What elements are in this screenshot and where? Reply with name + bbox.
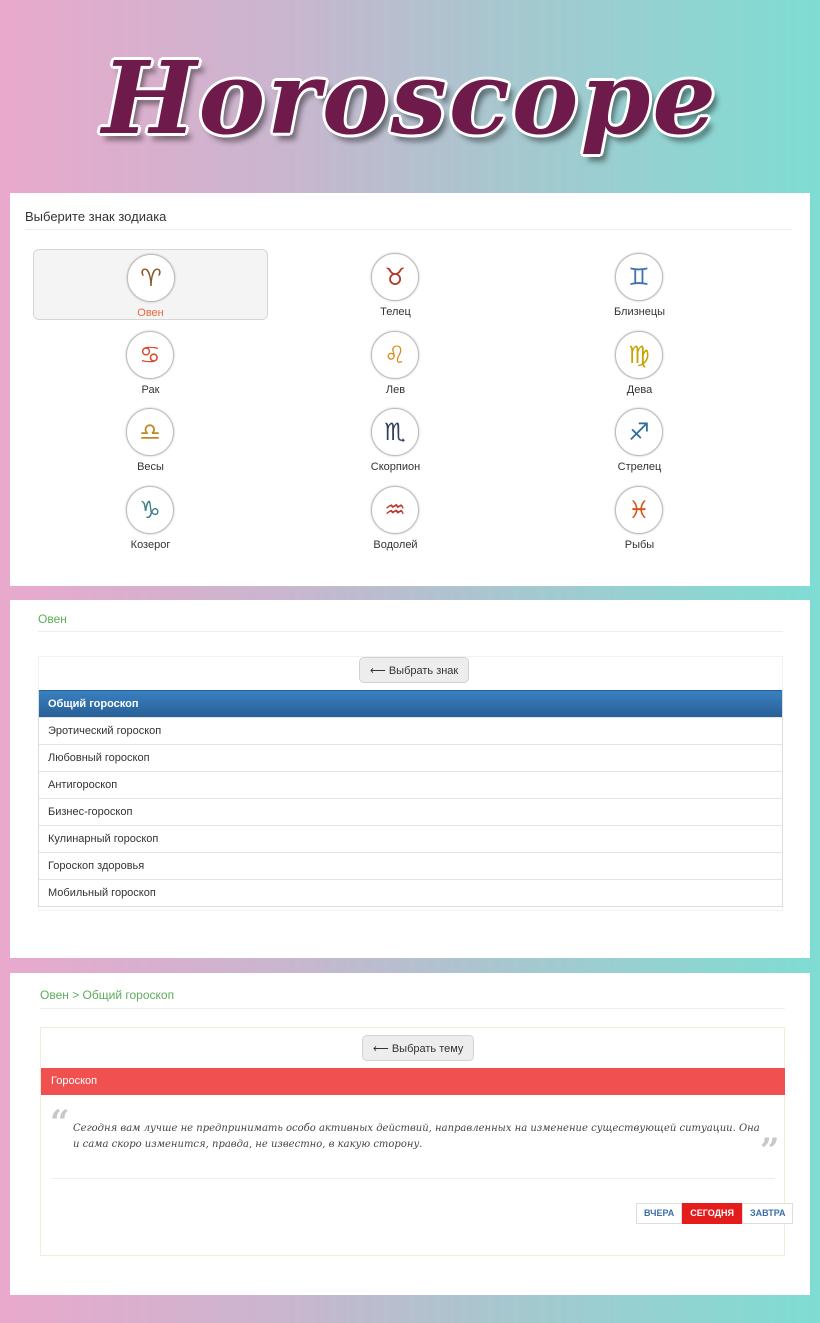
- zodiac-label: Козерог: [130, 539, 171, 551]
- day-tab[interactable]: ЗАВТРА: [742, 1203, 794, 1224]
- zodiac-icon: ♍: [615, 331, 663, 379]
- menu-item[interactable]: Антигороскоп: [39, 771, 782, 798]
- zodiac-icon: ♓: [615, 486, 663, 534]
- menu-item[interactable]: Любовный гороскоп: [39, 744, 782, 771]
- choose-topic-button[interactable]: ⟵ Выбрать тему: [362, 1035, 474, 1061]
- menu-item[interactable]: Гороскоп здоровья: [39, 852, 782, 879]
- zodiac-icon: ♉: [371, 253, 419, 301]
- zodiac-label: Телец: [380, 306, 411, 318]
- zodiac-sign[interactable]: [33, 482, 268, 553]
- zodiac-icon: ♋: [126, 331, 174, 379]
- zodiac-sign[interactable]: [522, 482, 757, 553]
- zodiac-label: Скорпион: [370, 461, 421, 473]
- zodiac-sign[interactable]: [278, 327, 513, 398]
- quote-open-icon: “: [50, 1103, 70, 1143]
- quote-close-icon: ”: [760, 1131, 780, 1171]
- zodiac-sign[interactable]: [33, 404, 268, 475]
- zodiac-label: Близнецы: [613, 306, 666, 318]
- breadcrumb: Овен > Общий гороскоп: [40, 988, 175, 1002]
- zodiac-sign[interactable]: [33, 327, 268, 398]
- zodiac-icon: ♈: [127, 254, 175, 302]
- zodiac-label: Весы: [137, 461, 164, 473]
- zodiac-icon: ♊: [615, 253, 663, 301]
- zodiac-icon: ♏: [371, 408, 419, 456]
- choose-sign-button[interactable]: ⟵ Выбрать знак: [359, 657, 469, 683]
- day-tab[interactable]: ВЧЕРА: [636, 1203, 682, 1224]
- horoscope-logo: Horoscope: [102, 39, 718, 157]
- day-tab[interactable]: СЕГОДНЯ: [682, 1203, 742, 1224]
- forecast-panel: [10, 973, 810, 1295]
- zodiac-icon: ♎: [126, 408, 174, 456]
- forecast-text: Сегодня вам лучше не предпринимать особо активных действий, направленных на изменение существующей ситуации. Она и сама скоро изменится, правда, не известно, в какую сторону.: [73, 1123, 760, 1150]
- divider: [51, 1178, 775, 1179]
- zodiac-label: Лев: [385, 384, 406, 396]
- zodiac-label: Водолей: [373, 539, 418, 551]
- zodiac-sign[interactable]: [278, 249, 513, 320]
- zodiac-sign[interactable]: [522, 249, 757, 320]
- zodiac-sign[interactable]: [522, 327, 757, 398]
- menu-item[interactable]: Кулинарный гороскоп: [39, 825, 782, 852]
- zodiac-sign[interactable]: [278, 482, 513, 553]
- divider: [38, 631, 783, 632]
- zodiac-icon: ♑: [126, 486, 174, 534]
- zodiac-label: Стрелец: [617, 461, 662, 473]
- zodiac-icon: ♒: [371, 486, 419, 534]
- zodiac-label: Дева: [626, 384, 653, 396]
- zodiac-sign[interactable]: [522, 404, 757, 475]
- zodiac-icon: ♐: [615, 408, 663, 456]
- forecast-header: Гороскоп: [41, 1068, 785, 1095]
- menu-item[interactable]: Эротический гороскоп: [39, 717, 782, 744]
- horoscope-type-menu: [38, 690, 783, 907]
- zodiac-label: Рыбы: [624, 539, 655, 551]
- category-panel: [10, 600, 810, 958]
- menu-item[interactable]: Общий гороскоп: [39, 690, 782, 717]
- zodiac-label: Рак: [141, 384, 160, 396]
- menu-item[interactable]: Мобильный гороскоп: [39, 879, 782, 906]
- zodiac-panel: [10, 193, 810, 586]
- zodiac-heading: Выберите знак зодиака: [25, 209, 167, 224]
- zodiac-icon: ♌: [371, 331, 419, 379]
- divider: [40, 1008, 785, 1009]
- zodiac-sign[interactable]: [278, 404, 513, 475]
- divider: [25, 229, 792, 230]
- zodiac-label: Овен: [137, 307, 164, 319]
- sign-title: Овен: [38, 612, 67, 626]
- menu-item[interactable]: Бизнес-гороскоп: [39, 798, 782, 825]
- zodiac-sign[interactable]: [33, 249, 268, 320]
- day-tabs: [636, 1203, 793, 1224]
